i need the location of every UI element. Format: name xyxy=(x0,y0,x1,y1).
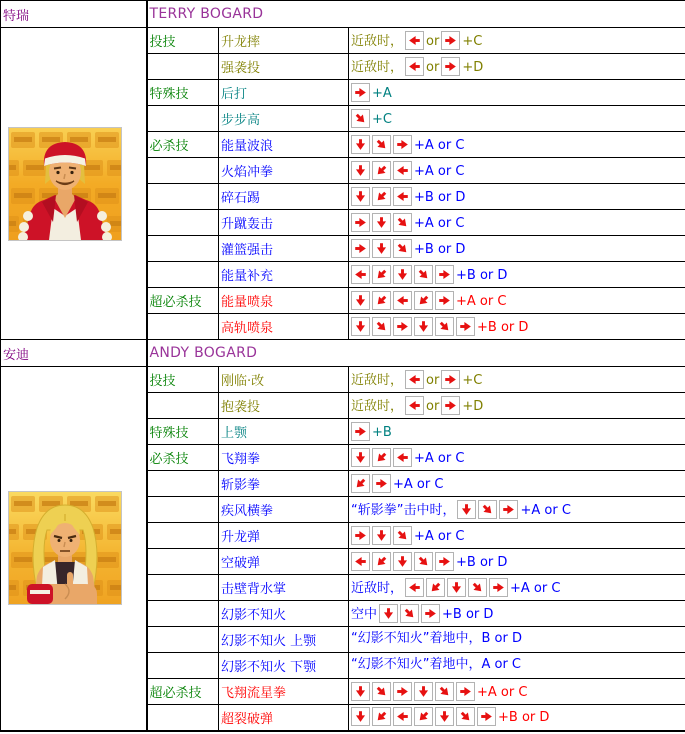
input-text: 近敌时， xyxy=(351,372,404,388)
arrow-right-icon xyxy=(354,216,367,229)
move-input-cell xyxy=(349,523,685,549)
move-category-cell xyxy=(147,627,219,653)
move-category-cell xyxy=(147,158,219,184)
arrow-down-icon xyxy=(354,138,367,151)
input-text: +A or C xyxy=(414,450,465,466)
input-text: 近敌时， xyxy=(351,398,404,414)
arrow-right-icon xyxy=(444,60,457,73)
direction-key xyxy=(499,500,518,519)
move-name-cell: 后打 xyxy=(219,80,349,106)
arrow-right-icon xyxy=(492,581,505,594)
arrow-right-icon xyxy=(438,555,451,568)
input-text: 空中 xyxy=(351,606,378,622)
input-text: +A or C xyxy=(456,293,507,309)
move-category-cell xyxy=(147,236,219,262)
arrow-down-icon xyxy=(438,710,451,723)
move-input-cell xyxy=(349,393,685,419)
move-input-cell xyxy=(349,132,685,158)
input-text: +B xyxy=(372,424,392,440)
input-text: 近敌时， xyxy=(351,33,404,49)
arrow-right-icon xyxy=(444,34,457,47)
move-category-cell xyxy=(147,523,219,549)
direction-key xyxy=(393,526,412,545)
direction-key xyxy=(351,526,370,545)
move-category-cell xyxy=(147,262,219,288)
arrow-down-left-icon xyxy=(375,190,388,203)
move-input-cell xyxy=(349,705,685,731)
arrow-right-icon xyxy=(354,86,367,99)
arrow-down-right-icon xyxy=(396,242,409,255)
direction-key xyxy=(426,578,445,597)
andy-portrait xyxy=(1,367,147,731)
move-category-cell xyxy=(147,705,219,731)
direction-key xyxy=(351,317,370,336)
direction-key xyxy=(351,291,370,310)
direction-key xyxy=(351,135,370,154)
move-input-cell xyxy=(349,54,685,80)
input-text: +B or D xyxy=(414,241,466,257)
input-text: +D xyxy=(462,398,484,414)
move-category-cell: 投技 xyxy=(147,367,219,393)
direction-key xyxy=(441,57,460,76)
move-input-cell xyxy=(349,601,685,627)
direction-key xyxy=(478,500,497,519)
arrow-right-icon xyxy=(438,294,451,307)
input-text: +A or C xyxy=(414,163,465,179)
arrow-down-left-icon xyxy=(375,555,388,568)
arrow-right-icon xyxy=(480,710,493,723)
arrow-down-icon xyxy=(375,216,388,229)
arrow-left-icon xyxy=(408,399,421,412)
move-category-cell xyxy=(147,106,219,132)
arrow-down-right-icon xyxy=(481,503,494,516)
arrow-right-icon xyxy=(354,425,367,438)
arrow-down-icon xyxy=(382,607,395,620)
move-name-cell: 飞翔拳 xyxy=(219,445,349,471)
direction-key xyxy=(477,707,496,726)
move-name-cell: 抱袭投 xyxy=(219,393,349,419)
direction-key xyxy=(372,291,391,310)
arrow-down-icon xyxy=(354,685,367,698)
character-name-en: TERRY BOGARD xyxy=(147,1,685,28)
move-category-cell xyxy=(147,210,219,236)
arrow-right-icon xyxy=(354,242,367,255)
arrow-down-icon xyxy=(375,242,388,255)
direction-key xyxy=(405,396,424,415)
input-text: +B or D xyxy=(498,710,550,726)
move-name-cell: 升龙弹 xyxy=(219,523,349,549)
arrow-down-icon xyxy=(460,503,473,516)
direction-key xyxy=(414,291,433,310)
direction-key xyxy=(351,474,370,493)
direction-key xyxy=(372,187,391,206)
arrow-right-icon xyxy=(375,477,388,490)
direction-key xyxy=(447,578,466,597)
arrow-down-icon xyxy=(396,555,409,568)
arrow-down-left-icon xyxy=(375,164,388,177)
arrow-down-right-icon xyxy=(438,320,451,333)
portrait-frame xyxy=(8,491,122,605)
arrow-right-icon xyxy=(502,503,515,516)
direction-key xyxy=(435,265,454,284)
direction-key xyxy=(435,291,454,310)
arrow-down-right-icon xyxy=(471,581,484,594)
direction-key xyxy=(351,552,370,571)
arrow-down-left-icon xyxy=(429,581,442,594)
input-text: 近敌时， xyxy=(351,580,404,596)
move-category-cell xyxy=(147,601,219,627)
arrow-down-icon xyxy=(375,529,388,542)
arrow-left-icon xyxy=(408,34,421,47)
input-text: +D xyxy=(462,59,484,75)
move-input-cell xyxy=(349,471,685,497)
input-text: or xyxy=(426,372,440,388)
move-input-cell xyxy=(349,419,685,445)
move-name-cell: 升蹴轰击 xyxy=(219,210,349,236)
move-input-cell xyxy=(349,236,685,262)
arrow-left-icon xyxy=(354,555,367,568)
arrow-left-icon xyxy=(396,451,409,464)
direction-key xyxy=(372,448,391,467)
direction-key xyxy=(351,682,370,701)
direction-key xyxy=(372,161,391,180)
direction-key xyxy=(393,187,412,206)
move-input-cell xyxy=(349,497,685,523)
input-text: +A or C xyxy=(393,476,444,492)
input-text: “幻影不知火”着地中，B or D xyxy=(351,631,522,646)
move-name-cell: 上颚 xyxy=(219,419,349,445)
arrow-down-icon xyxy=(354,190,367,203)
direction-key xyxy=(400,604,419,623)
direction-key xyxy=(414,265,433,284)
direction-key xyxy=(372,474,391,493)
arrow-left-icon xyxy=(354,268,367,281)
arrow-down-left-icon xyxy=(375,268,388,281)
input-text: +B or D xyxy=(442,606,494,622)
arrow-down-left-icon xyxy=(375,451,388,464)
arrow-right-icon xyxy=(354,529,367,542)
direction-key xyxy=(414,317,433,336)
move-row xyxy=(1,28,685,54)
arrow-down-right-icon xyxy=(396,216,409,229)
direction-key xyxy=(393,317,412,336)
arrow-right-icon xyxy=(396,138,409,151)
arrow-down-right-icon xyxy=(438,685,451,698)
move-category-cell xyxy=(147,54,219,80)
arrow-left-icon xyxy=(408,581,421,594)
arrow-down-icon xyxy=(417,320,430,333)
move-input-cell xyxy=(349,28,685,54)
arrow-right-icon xyxy=(444,373,457,386)
arrow-right-icon xyxy=(438,268,451,281)
move-input-cell xyxy=(349,367,685,393)
move-category-cell xyxy=(147,497,219,523)
move-input-cell xyxy=(349,314,685,340)
input-text: +A xyxy=(372,85,392,101)
direction-key xyxy=(379,604,398,623)
move-name-cell: 击壁背水掌 xyxy=(219,575,349,601)
input-text: +A or C xyxy=(477,684,528,700)
input-text: +A or C xyxy=(520,502,571,518)
arrow-down-icon xyxy=(417,685,430,698)
input-text: +A or C xyxy=(414,215,465,231)
direction-key xyxy=(372,135,391,154)
arrow-left-icon xyxy=(396,190,409,203)
direction-key xyxy=(405,578,424,597)
move-input-cell xyxy=(349,262,685,288)
direction-key xyxy=(372,552,391,571)
move-input-cell xyxy=(349,575,685,601)
move-name-cell: 升龙摔 xyxy=(219,28,349,54)
move-category-cell xyxy=(147,575,219,601)
arrow-down-right-icon xyxy=(375,685,388,698)
direction-key xyxy=(468,578,487,597)
direction-key xyxy=(351,187,370,206)
arrow-down-right-icon xyxy=(354,112,367,125)
move-name-cell: 刚临·改 xyxy=(219,367,349,393)
character-name-cn: 特瑞 xyxy=(1,1,147,28)
input-text: +B or D xyxy=(414,189,466,205)
move-category-cell xyxy=(147,653,219,679)
direction-key xyxy=(372,682,391,701)
andy-portrait-image xyxy=(9,492,121,604)
arrow-left-icon xyxy=(408,60,421,73)
direction-key xyxy=(393,552,412,571)
arrow-down-right-icon xyxy=(375,320,388,333)
arrow-down-icon xyxy=(354,710,367,723)
arrow-right-icon xyxy=(459,320,472,333)
move-name-cell: 能量补充 xyxy=(219,262,349,288)
direction-key xyxy=(435,317,454,336)
move-input-cell xyxy=(349,210,685,236)
input-text: +A or C xyxy=(510,580,561,596)
move-input-cell xyxy=(349,679,685,705)
direction-key xyxy=(414,707,433,726)
direction-key xyxy=(393,291,412,310)
direction-key xyxy=(393,707,412,726)
move-input-cell xyxy=(349,80,685,106)
arrow-left-icon xyxy=(396,294,409,307)
direction-key xyxy=(351,239,370,258)
arrow-down-right-icon xyxy=(396,529,409,542)
input-text: +A or C xyxy=(414,528,465,544)
direction-key xyxy=(414,552,433,571)
input-text: +B or D xyxy=(456,267,508,283)
direction-key xyxy=(393,265,412,284)
move-input-cell xyxy=(349,549,685,575)
move-input-cell xyxy=(349,653,685,679)
arrow-right-icon xyxy=(459,685,472,698)
move-name-cell: 步步高 xyxy=(219,106,349,132)
move-name-cell: 火焰冲拳 xyxy=(219,158,349,184)
move-name-cell: 幻影不知火 xyxy=(219,601,349,627)
move-input-cell xyxy=(349,158,685,184)
move-name-cell: 强袭投 xyxy=(219,54,349,80)
move-category-cell: 超必杀技 xyxy=(147,679,219,705)
input-text: or xyxy=(426,59,440,75)
move-category-cell: 特殊技 xyxy=(147,419,219,445)
move-name-cell: 疾风横拳 xyxy=(219,497,349,523)
move-name-cell: 幻影不知火 下颚 xyxy=(219,653,349,679)
direction-key xyxy=(435,682,454,701)
arrow-down-icon xyxy=(450,581,463,594)
arrow-down-left-icon xyxy=(417,294,430,307)
move-category-cell: 必杀技 xyxy=(147,132,219,158)
direction-key xyxy=(457,500,476,519)
move-category-cell: 必杀技 xyxy=(147,445,219,471)
arrow-down-icon xyxy=(354,164,367,177)
arrow-down-right-icon xyxy=(375,138,388,151)
direction-key xyxy=(372,265,391,284)
direction-key xyxy=(435,707,454,726)
move-name-cell: 能量喷泉 xyxy=(219,288,349,314)
move-input-cell xyxy=(349,288,685,314)
direction-key xyxy=(405,57,424,76)
direction-key xyxy=(393,239,412,258)
direction-key xyxy=(489,578,508,597)
move-input-cell xyxy=(349,445,685,471)
arrow-down-icon xyxy=(354,320,367,333)
direction-key xyxy=(393,161,412,180)
move-category-cell xyxy=(147,549,219,575)
direction-key xyxy=(456,707,475,726)
move-category-cell: 特殊技 xyxy=(147,80,219,106)
direction-key xyxy=(393,135,412,154)
move-name-cell: 碎石踢 xyxy=(219,184,349,210)
arrow-left-icon xyxy=(408,373,421,386)
input-text: +C xyxy=(462,372,483,388)
arrow-down-right-icon xyxy=(417,555,430,568)
character-name-cn: 安迪 xyxy=(1,340,147,367)
direction-key xyxy=(351,265,370,284)
terry-portrait-image xyxy=(9,128,121,240)
arrow-down-right-icon xyxy=(417,268,430,281)
move-input-cell xyxy=(349,106,685,132)
input-text: or xyxy=(426,398,440,414)
direction-key xyxy=(441,370,460,389)
direction-key xyxy=(351,422,370,441)
direction-key xyxy=(441,396,460,415)
input-text: or xyxy=(426,33,440,49)
move-name-cell: 空破弹 xyxy=(219,549,349,575)
arrow-left-icon xyxy=(396,710,409,723)
move-category-cell xyxy=(147,393,219,419)
arrow-down-icon xyxy=(396,268,409,281)
direction-key xyxy=(351,213,370,232)
arrow-left-icon xyxy=(396,164,409,177)
arrow-right-icon xyxy=(396,685,409,698)
arrow-down-left-icon xyxy=(354,477,367,490)
arrow-down-icon xyxy=(354,451,367,464)
arrow-right-icon xyxy=(396,320,409,333)
direction-key xyxy=(372,239,391,258)
arrow-down-right-icon xyxy=(403,607,416,620)
input-text: 近敌时， xyxy=(351,59,404,75)
arrow-down-icon xyxy=(354,294,367,307)
move-name-cell: 能量波浪 xyxy=(219,132,349,158)
direction-key xyxy=(351,161,370,180)
character-name-en: ANDY BOGARD xyxy=(147,340,685,367)
direction-key xyxy=(351,83,370,102)
direction-key xyxy=(456,682,475,701)
move-name-cell: 高轨喷泉 xyxy=(219,314,349,340)
direction-key xyxy=(414,682,433,701)
arrow-down-left-icon xyxy=(417,710,430,723)
arrow-right-icon xyxy=(444,399,457,412)
arrow-down-left-icon xyxy=(375,294,388,307)
input-text: +B or D xyxy=(477,319,529,335)
move-category-cell xyxy=(147,184,219,210)
direction-key xyxy=(372,707,391,726)
move-name-cell: 超裂破弹 xyxy=(219,705,349,731)
move-input-cell xyxy=(349,184,685,210)
input-text: “斩影拳”击中时， xyxy=(351,502,456,518)
direction-key xyxy=(441,31,460,50)
move-input-cell xyxy=(349,627,685,653)
direction-key xyxy=(351,109,370,128)
direction-key xyxy=(393,213,412,232)
move-name-cell: 幻影不知火 上颚 xyxy=(219,627,349,653)
move-category-cell: 超必杀技 xyxy=(147,288,219,314)
move-category-cell xyxy=(147,314,219,340)
input-text: +C xyxy=(372,111,392,127)
direction-key xyxy=(405,370,424,389)
move-name-cell: 灌篮强击 xyxy=(219,236,349,262)
direction-key xyxy=(351,707,370,726)
move-row xyxy=(1,367,685,393)
input-text: +A or C xyxy=(414,137,465,153)
move-name-cell: 斩影拳 xyxy=(219,471,349,497)
terry-portrait xyxy=(1,28,147,340)
arrow-down-right-icon xyxy=(459,710,472,723)
direction-key xyxy=(405,31,424,50)
arrow-down-left-icon xyxy=(375,710,388,723)
arrow-right-icon xyxy=(424,607,437,620)
input-text: +C xyxy=(462,33,483,49)
direction-key xyxy=(372,317,391,336)
direction-key xyxy=(393,448,412,467)
direction-key xyxy=(393,682,412,701)
move-category-cell: 投技 xyxy=(147,28,219,54)
input-text: “幻影不知火”着地中，A or C xyxy=(351,657,522,672)
move-name-cell: 飞翔流星拳 xyxy=(219,679,349,705)
direction-key xyxy=(456,317,475,336)
direction-key xyxy=(372,526,391,545)
move-category-cell xyxy=(147,471,219,497)
direction-key xyxy=(435,552,454,571)
direction-key xyxy=(372,213,391,232)
direction-key xyxy=(421,604,440,623)
input-text: +B or D xyxy=(456,554,508,570)
direction-key xyxy=(351,448,370,467)
portrait-frame xyxy=(8,127,122,241)
